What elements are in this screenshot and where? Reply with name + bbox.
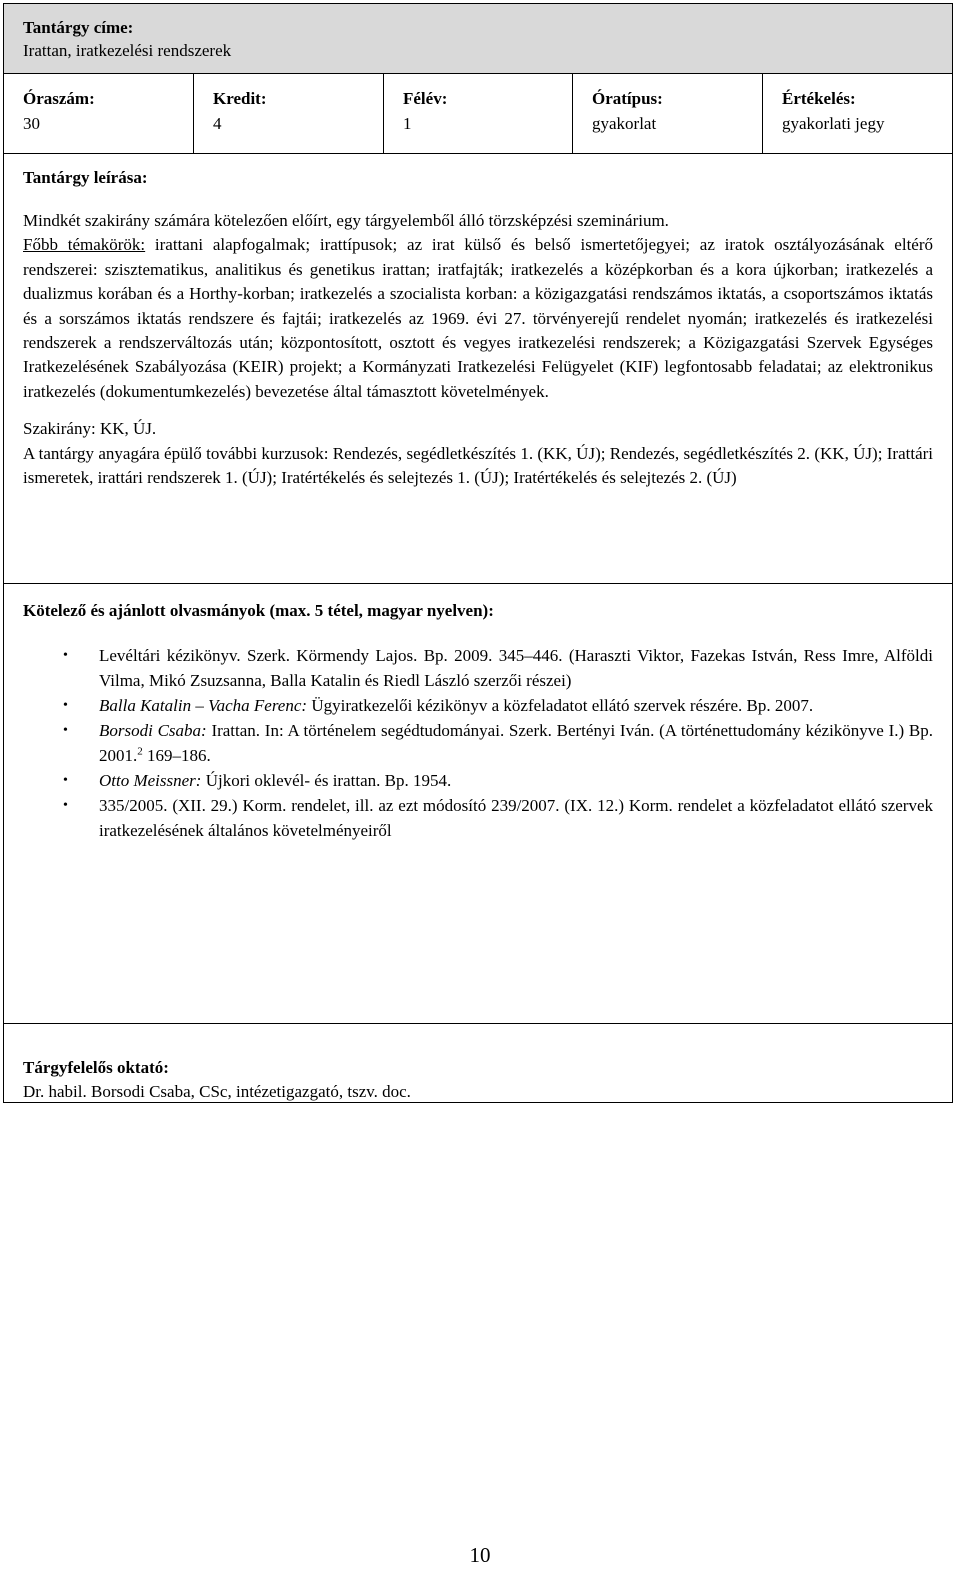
list-item	[23, 693, 933, 718]
meta-label: Óraszám:	[23, 89, 95, 108]
meta-label: Óratípus:	[592, 89, 663, 108]
meta-class-type	[573, 74, 763, 153]
readings-section	[4, 584, 952, 1024]
reading-author: Otto Meissner:	[99, 771, 202, 790]
reading-author: Balla Katalin – Vacha Ferenc:	[99, 696, 308, 715]
meta-credit	[194, 74, 384, 153]
description-followups: A tantárgy anyagára épülő további kurzusok: Rendezés, segédletkészítés 1. (KK, ÚJ); Rendezés, segédletkészítés 2. (KK, ÚJ); Irattári ismeretek, irattári rendszerek 1. (ÚJ); Iratértékelés és selejtezés 1. (ÚJ); Iratértékelés és selejtezés 2. (ÚJ)	[23, 443, 933, 488]
bullet: •	[63, 773, 68, 788]
bullet: •	[63, 798, 68, 813]
course-sheet	[3, 3, 953, 1103]
meta-value: gyakorlati jegy	[782, 114, 885, 133]
meta-value: gyakorlat	[592, 114, 657, 133]
list-item	[23, 718, 933, 768]
reading-sup: 2	[137, 745, 143, 758]
course-meta-row	[4, 74, 952, 154]
reading-text: Ügyiratkezelői kézikönyv a közfeladatot ellátó szervek részére. Bp. 2007.	[307, 696, 814, 715]
meta-label: Félév:	[403, 89, 448, 108]
meta-evaluation	[763, 74, 952, 153]
meta-value: 4	[213, 114, 222, 133]
list-item	[23, 643, 933, 693]
meta-label: Kredit:	[213, 89, 267, 108]
teacher-value: Dr. habil. Borsodi Csaba, CSc, intézetigazgató, tszv. doc.	[23, 1082, 411, 1101]
meta-value: 1	[403, 114, 412, 133]
reading-after: 169–186.	[142, 746, 211, 765]
topics-text: irattani alapfogalmak; irattípusok; az irat külső és belső ismertetőjegyei; az iratok osztályozásának eltérő rendszerei: szisztematikus, analitikus és genetikus irattan; iratfajták; iratkezelés a középkorban és a kora újkorban; iratkezelés a dualizmus korában és a Horthy-korban; iratkezelés a szocialista korban: a közigazgatási rendszámos iktatás, a csoportszámos iktatás és a sorszámos iktatás rendszere és fajtái; iratkezelés az 1969. évi 27. törvényerejű rendelet nyomán; iratkezelés és iratkezelési rendszerek a rendszerváltozás után; központosított, osztott és vegyes iratkezelési rendszerek; a Közigazgatási Szervek Egységes Iratkezelésének Szabályozása (KEIR) projekt; a Kormányzati Iratkezelési Felügyelet (KIF) legfontosabb feladatai; az elektronikus iratkezelés (dokumentumkezelés) bevezetése által támasztott követelmények.	[23, 235, 933, 401]
description-specialization: Szakirány: KK, ÚJ.	[23, 419, 157, 439]
meta-semester	[384, 74, 573, 153]
course-title-section	[4, 4, 952, 74]
course-description-section	[4, 154, 952, 584]
meta-value: 30	[23, 114, 40, 133]
reading-author: Borsodi Csaba:	[99, 721, 207, 740]
readings-list	[23, 643, 933, 843]
description-topics	[23, 233, 933, 404]
reading-text: 335/2005. (XII. 29.) Korm. rendelet, ill. az ezt módosító 239/2007. (IX. 12.) Korm. rendelet a közfeladatot ellátó szervek iratkezelésének általános követelményeiről	[99, 796, 933, 840]
meta-hours	[4, 74, 194, 153]
description-label: Tantárgy leírása:	[23, 168, 148, 187]
course-title-value: Irattan, iratkezelési rendszerek	[23, 41, 232, 60]
course-title-label: Tantárgy címe:	[23, 18, 134, 37]
list-item	[23, 768, 933, 793]
bullet: •	[63, 698, 68, 713]
topics-label: Főbb témakörök:	[23, 235, 146, 255]
page-number: 10	[469, 1543, 491, 1567]
description-intro: Mindkét szakirány számára kötelezően előírt, egy tárgyelemből álló törzsképzési szeminárium.	[23, 211, 669, 230]
bullet: •	[63, 648, 68, 663]
bullet: •	[63, 723, 68, 738]
meta-label: Értékelés:	[782, 89, 856, 108]
reading-text: Levéltári kézikönyv. Szerk. Körmendy Lajos. Bp. 2009. 345–446. (Haraszti Viktor, Fazekas István, Ress Imre, Alföldi Vilma, Mikó Zsuzsanna, Balla Katalin és Riedl László szerzői részei)	[99, 646, 933, 690]
teacher-label: Tárgyfelelős oktató:	[23, 1058, 169, 1077]
teacher-section	[4, 1024, 952, 1102]
list-item	[23, 793, 933, 843]
reading-text: Irattan. In: A történelem segédtudományai. Szerk. Bertényi Iván. (A történettudomány kézikönyve I.) Bp. 2001.	[99, 721, 933, 765]
reading-text: Újkori oklevél- és irattan. Bp. 1954.	[201, 771, 452, 790]
readings-label: Kötelező és ajánlott olvasmányok (max. 5 tétel, magyar nyelven):	[23, 601, 494, 620]
